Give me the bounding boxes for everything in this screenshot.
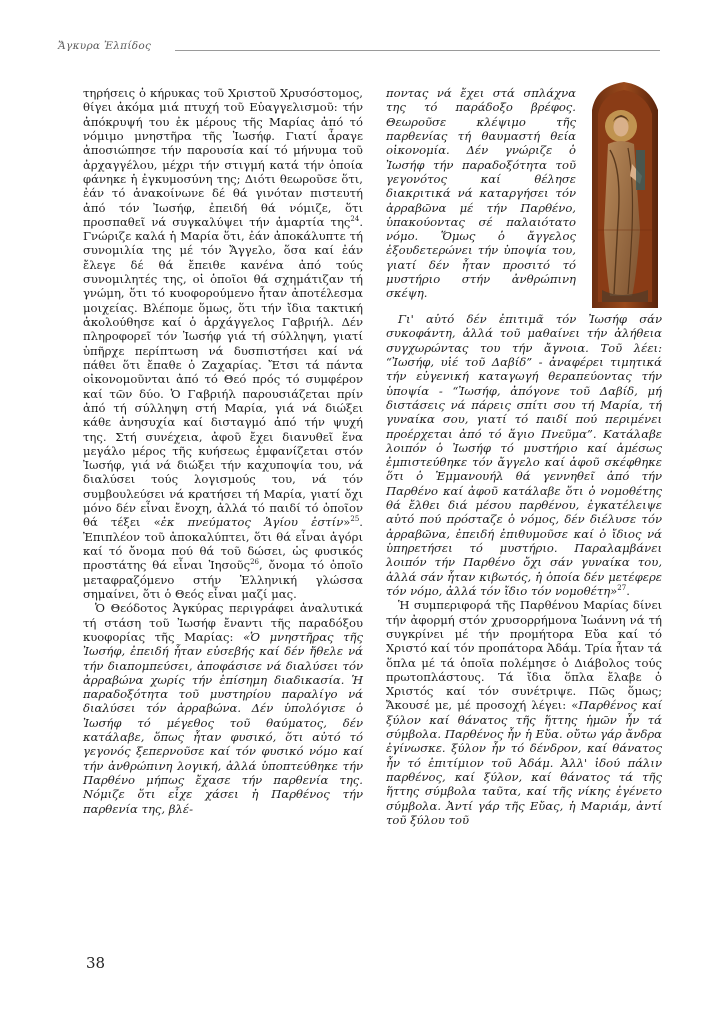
- header-rule: [175, 50, 660, 51]
- right-paragraph-1: Γι' αὐτό δέν ἐπιτιμᾶ τόν Ἰωσήφ σάν συκοφάντη, ἀλλά τοῦ μαθαίνει τήν ἀλήθεια συγχωρώντας του τήν ἄγνοια. Τοῦ λέει: “Ἰωσήφ, υἱέ τοῦ Δαβίδ” - ἀναφέρει τιμητικά τήν εὐγενική καταγωγή θεραπεύοντας τήν ὑποψία - “Ἰωσήφ, ἀπόγονε τοῦ Δαβίδ, μή διστάσεις νά πάρεις σπίτι σου τή Μαρία, τή γυναίκα σου, γιατί τό παιδί πού περιμένει προέρχεται ἀπό τό ἅγιο Πνεῦμα”. Κατάλαβε λοιπόν ὁ Ἰωσήφ τό μυστήριο καί ἀμέσως ἐμπιστεύθηκε τόν ἄγγελο καί ἀφοῦ σκέφθηκε ὅτι ὁ Ἐμμανουήλ θά γεννηθεῖ ἀπό τήν Παρθένο καί ἀφοῦ κατάλαβε ὅτι ὁ νομοθέτης θά ἔλθει διά μέσου παρθένου, ἐγκατέλειψε αὐτό πού πρόσταζε ὁ νόμος, δέν διέλυσε τόν ἀρραβῶνα, ἐπειδή ἐπιθυμοῦσε καί ὁ ἴδιος νά ὑπηρετήσει τό μυστήριο. Παραλαμβάνει λοιπόν τήν Παρθένο ὄχι σάν γυναίκα του, ἀλλά σάν ἦταν κιβωτός, ἡ ὁποία δέν μετέφερε τόν νόμο, ἀλλά τόν ἴδιο τόν νομοθέτη»$^{27}$.: [386, 312, 662, 598]
- right-column-top: [386, 86, 576, 301]
- page-number: 38: [86, 954, 106, 972]
- icon-painting-joseph: [588, 80, 662, 308]
- left-paragraph-2: Ὁ Θεόδοτος Ἀγκύρας περιγράφει ἀναλυτικά τή στάση τοῦ Ἰωσήφ ἔναντι τῆς παραδόξου κυοφορίας τῆς Μαρίας: «Ὁ μνηστῆρας τῆς Ἰωσήφ, ἐπειδή ἦταν εὐσεβής καί δέν ἤθελε νά τήν διαπομπεύσει, ἀποφάσισε νά διαλύσει τόν ἀρραβώνα χωρίς τήν ἐπίσημη διαδικασία. Ἡ παραδοξότητα τοῦ μυστηρίου παραλίγο νά διαλύσει τόν ἀρραβώνα. Δέν ὑπολόγισε ὁ Ἰωσήφ τό μέγεθος τοῦ θαύματος, δέν κατάλαβε, ὅπως ἦταν φυσικό, ὅτι αὐτό τό γεγονός ξεπερνοῦσε καί τόν φυσικό νόμο καί τήν ἀνθρώπινη λογική, ἀλλά ὑποπτεύθηκε τήν Παρθένο μήπως ἔχασε τήν παρθενία της. Νόμιζε ὅτι εἶχε χάσει ἡ Παρθένος τήν παρθενία της, βλέ-: [83, 601, 363, 816]
- right-paragraph-2: Ἡ συμπεριφορά τῆς Παρθένου Μαρίας δίνει τήν ἀφορμή στόν χρυσορρήμονα Ἰωάννη νά τή συγκρίνει μέ τήν προμήτορα Εὔα καί τό Χριστό καί τόν προπάτορα Ἀδάμ. Τρία ἦταν τά ὅπλα μέ τά ὁποῖα πολέμησε ὁ Διάβολος τούς πρωτοπλάστους. Τά ἴδια ὅπλα ἔλαβε ὁ Χριστός καί τόν συνέτριψε. Πῶς ὅμως; Ἄκουσέ με, μέ προσοχή λέγει: «Παρθένος καί ξύλον καί θάνατος τῆς ἥττης ἡμῶν ἦν τά σύμβολα. Παρθένος ἦν ἡ Εὔα. οὔτω γάρ ἄνδρα ἐγίνωσκε. ξύλον ἦν τό δένδρον, καί θάνατος ἦν τό ἐπιτίμιον τοῦ Ἀδάμ. Ἀλλ' ἰδού πάλιν παρθένος, καί ξύλον, καί θάνατος τά τῆς ἥττης σύμβολα ταῦτα, καί τῆς νίκης ἐγένετο σύμβολα. Ἀντί γάρ τῆς Εὔας, ἡ Μαριάμ, ἀντί τοῦ ξύλου τοῦ: [386, 598, 662, 827]
- left-paragraph-1: τηρήσεις ὁ κήρυκας τοῦ Χριστοῦ Χρυσόστομος, θίγει ἀκόμα μιά πτυχή τοῦ Εὐαγγελισμοῦ: τήν ἀπόκρυψή του ἐκ μέρους τῆς Μαρίας ἀπό τό νόμιμο μνηστῆρα τῆς Ἰωσήφ. Γιατί ἆραγε ἀποσιώπησε τήν παρουσία καί τό μήνυμα τοῦ ἀρχαγγέλου, μέχρι τήν στιγμή κατά τήν ὁποία φάνηκε ἡ ἐγκυμοσύνη της; Διότι θεωροῦσε ὅτι, ἐάν τό ἀνακοίνωνε δέ θά γινόταν πιστευτή ἀπό τόν Ἰωσήφ, ἐπειδή θά νόμιζε, ὅτι προσπαθεῖ νά συγκαλύψει τήν ἁμαρτία της$^{24}$. Γνώριζε καλά ἡ Μαρία ὅτι, ἐάν ἀποκάλυπτε τή συνομιλία της μέ τόν Ἄγγελο, ὅσα καί ἐάν ἔλεγε δέ θά ἔπειθε κανένα ἀπό τούς συνομιλητές της, οἱ ὁποῖοι θά σχημάτιζαν τή γνώμη, ὅτι τό κυοφορούμενο ἦταν ἀποτέλεσμα μοιχείας. Βλέπομε ὅμως, ὅτι τήν ἴδια τακτική ἀκολούθησε καί ὁ ἀρχάγγελος Γαβριήλ. Δέν πληροφορεῖ τόν Ἰωσήφ γιά τή σύλληψη, γιατί ὑπῆρχε περίπτωση νά δυσπιστήσει καί νά πάθει ὅτι ἔπαθε ὁ Ζαχαρίας. Ἔτσι τά πάντα οἰκονομοῦνται ἀπό τό Θεό πρός τό συμφέρον καί τῶν δύο. Ὁ Γαβριήλ παρουσιάζεται πρίν ἀπό τή σύλληψη στή Μαρία, γιά νά διώξει κάθε ἀνησυχία καί δισταγμό ἀπό τήν ψυχή της. Στή συνέχεια, ἀφοῦ ἔχει διανυθεῖ ἕνα μεγάλο μέρος τῆς κυήσεως ἐμφανίζεται στόν Ἰωσήφ, γιά νά διώξει τήν καχυποψία του, νά διαλύσει τούς λογισμούς του, νά τόν συμβουλεύσει νά κρατήσει τή Μαρία, γιατί ὄχι μόνο δέν εἶναι ἔνοχη, ἀλλά τό παιδί τό ὁποῖον θά τέξει «ἐκ πνεύματος Ἁγίου ἐστίν»$^{25}$. Ἐπιπλέον τοῦ ἀποκαλύπτει, ὅτι θά εἶναι ἀγόρι καί τό ὄνομα πού θά τοῦ δώσει, ὡς φυσικός προστάτης θά εἶναι Ἰησοῦς$^{26}$, ὄνομα τό ὁποῖο μεταφραζόμενο στήν Ἑλληνική γλώσσα σημαίνει, ὅτι ὁ Θεός εἶναι μαζί μας.: [83, 86, 363, 601]
- left-column: [83, 86, 363, 816]
- right-top-paragraph: ποντας νά ἔχει στά σπλάχνα της τό παράδοξο βρέφος. Θεωροῦσε κλέψιμο τῆς παρθενίας τή θαυμαστή θεία οἰκονομία. Δέν γνώριζε ὁ Ἰωσήφ τήν παραδοξότητα τοῦ γεγονότος καί θέλησε διακριτικά νά καταργήσει τόν ἀρραβῶνα μέ τήν Παρθένο, ὑπακούοντας σέ παλαιότατο νόμο. Ὅμως ὁ ἄγγελος ἐξουδετερώνει τήν ὑποψία του, γιατί δέν ἦταν προσιτό τό μυστήριο στήν ἀνθρώπινη σκέψη.: [386, 86, 576, 301]
- right-column: [386, 312, 662, 827]
- running-head: Ἄγκυρα Ἐλπίδος: [58, 40, 152, 52]
